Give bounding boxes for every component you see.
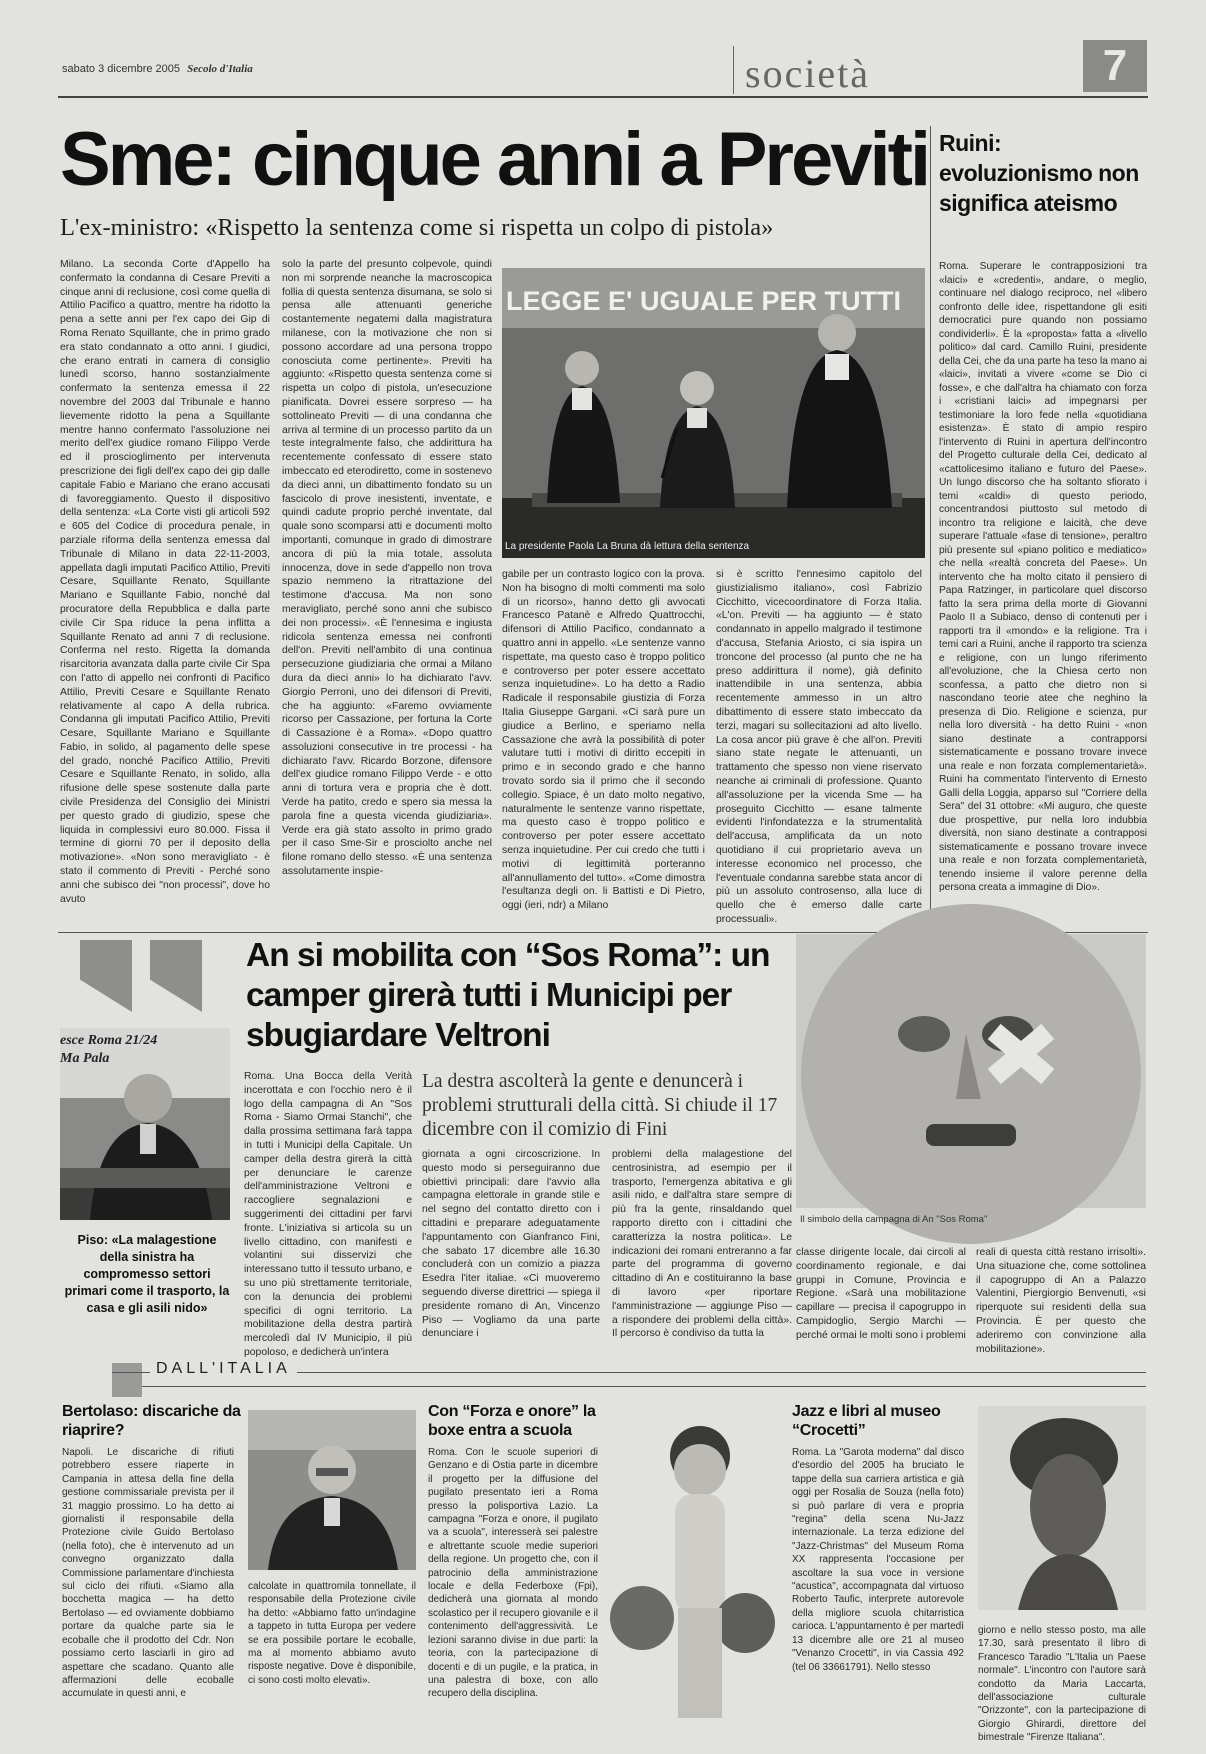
boxe-body: Roma. Con le scuole superiori di Genzano e di Ostia parte in dicembre il progetto per la diffusione del pugilato presentato ieri a Roma presso la polisportiva Lazio. La campagna "Forza e onore, il pugilato va a scuola", interesserà sei palestre e altrettante scuole medie superiori della regione. Un progetto che, con il patrocinio della amministrazione locale e della Federboxe (Fpi), dedicherà una giornata al mondo scolastico per il recupero giovanile e il contenimento dell'aggressività. Le lezioni saranno divise in due parti: la teoria, con la partecipazione di docenti e di un pugile, e la pratica, in una palestra di boxe, con allo recupero della disciplina.: [428, 1447, 598, 1700]
courtroom-photo-caption: La presidente Paola La Bruna dà lettura della sentenza: [505, 541, 750, 552]
roma-article-col3: problemi della malagestione del centrosinistra, ad esempio per il trasporto, l'emergenza abitativa e gli asili nido, e dall'altra stare sempre di più fra la gente, rinsaldando quel rapporto diretto con i cittadini che caratterizza la nostra politica». Le indicazioni dei romani entreranno a far parte del programma di governo cittadino di An e costituiranno la base di lavoro «per riportare l'amministrazione — aggiunge Piso — a rispondere dei problemi della città». Il percorso è condiviso da tutta la: [612, 1149, 792, 1340]
dall-italia-label: DALL'ITALIA: [150, 1360, 297, 1378]
roma-deck: La destra ascolterà la gente e denuncerà i problemi strutturali della città. Si chiude il 17 dicembre con il comizio di Fini: [422, 1071, 778, 1140]
main-headline: Sme: cinque anni a Previti: [60, 117, 929, 202]
decorative-shape-2: [150, 940, 202, 1012]
bertolaso-col1: Napoli. Le discariche di rifiuti potrebbero essere riaperte in Campania in attesa della fine della gestione commissariale prevista per il 31 maggio prossimo. Lo ha detto ai giornalisti il responsabile della Protezione civile Guido Bertolaso (nella foto), che è intervenuto ad un convegno organizzato dalla Commissione parlamentare d'inchiesta sul ciclo dei rifiuti. «Siamo alla bocchetta magica — ha detto Bertolaso — ed ovviamente dobbiamo portare da qualche parte sia le ecoballe che il prodotto del Cdr. Non possiamo certo lasciarli in giro ad aspettare che scadano. Quanto alle affermazioni delle ecoballe accumulate in questi anni, e: [62, 1447, 234, 1700]
dall-italia-bottom-rule: [142, 1386, 1146, 1387]
bertolaso-col2: calcolate in quattromila tonnellate, il responsabile della Protezione civile ha detto: «Abbiamo fatto un'indagine a tappeto in tutta Europa per vedere se era possibile portare le ecoballe, ma al momento abbiamo avuto risposte negative. Dove è disponibile, ci sono costi molto elevati».: [248, 1581, 416, 1686]
boxer-boy-photo: [600, 1418, 776, 1734]
jazz-col2: giorno e nello stesso posto, ma alle 17.30, sarà presentato il libro di Francesco Taradio "L'Italia un Paese normale". L'incontro con l'autore sarà condotto da Maria Laccarta, dell'associazione culturale "Orizzonte", con la partecipazione di Giorgio Ghirardi, direttore del bimestrale "Firenze Italiana".: [978, 1625, 1146, 1744]
page-number: 7: [1083, 40, 1147, 92]
bertolaso-headline: Bertolaso: discariche da riaprire?: [62, 1403, 241, 1439]
jazz-headline: Jazz e libri al museo “Crocetti”: [792, 1403, 941, 1439]
roma-article-col5: reali di questa città restano irrisolti». Una situazione che, come sottolinea il capogruppo di An a Palazzo Valentini, Piergiorgio Benvenuti, «si riperquote sui residenti della sua Provincia. È per questo che aderiremo con convinzione alla mobilitazione».: [976, 1247, 1146, 1355]
main-subheadline: L'ex-ministro: «Rispetto la sentenza come si rispetta un colpo di pistola»: [60, 214, 774, 241]
main-article-col3: gabile per un contrasto logico con la prova. Non ha bisogno di molti commenti ma solo di un ricorso», hanno detto gli avvocati Francesco Patanè e Alfredo Quattrocchi, difensori di Attilio Pacifico, condannato a quattro anni in appello. «Le sentenze vanno rispettate, ma questo caso è troppo politico e controverso per poter essere accettato senza inquietudine». Lo ha detto a Radio Radicale il responsabile giustizia di Forza Italia Giuseppe Gargani. «Ci sarà pure un giudice a Berlino, e speriamo nella Cassazione che avrà la possibilità di poter valutare tutti i motivi di diritto eccepiti in primo e in secondo grado e che hanno trovato sordo sia il primo che il secondo collegio. Spiace, è un dato molto negativo, naturalmente le sentenze vanno rispettate, ma questo caso è troppo politico e controverso per poter essere accettato senza inquietudine. Per cui credo che tutti i motivi di legittimità porteranno all'annullamento del tutto». «Come dimostra l'esultanza degli on. li Battisti e Di Pietro, oggi (ieri, ndr) a Milano: [502, 569, 705, 912]
italy-map-icon: [112, 1363, 142, 1397]
main-article-col2: solo la parte del presunto colpevole, quindi non mi sorprende neanche la macroscopica follia di questa sentenza disumana, se solo si pensa alle attenuanti generiche costantemente negatemi dalla magistratura milanese, con la motivazione che non si possono accordare ad una persona troppo conosciuta come pertinente». Previti ha aggiunto: «Rispetto questa sentenza come si rispetta un colpo di pistola, un'esecuzione pianificata. Dovrei essere sorpreso — ha sottolineato Previti — di una condanna che arriva al termine di un processo partito da un teste integralmente falso, che addirittura ha recentemente confessato di essere stato imbeccato ed eterodiretto, come in sostenevo da dieci anni, un dibattimento fondato su un fascicolo di prove inesistenti, inventate, e quindi cadute proprio perché inventate, dal quale sono scomparsi atti e documenti molto importanti, comunque in grado di dimostrare ancora di più la mia totale, assoluta innocenza, dove in sede d'appello non trova spazio nemmeno la ritrattazione del testimone d'accusa. Ma non sono meravigliato, perché sono anni che subisco dei non processi». «È l'ennesima e ingiusta ridicola sentenza emessa nei confronti dell'on. Previti nell'ambito di una continua persecuzione giudiziaria che ormai a Milano dura da dieci anni» lo ha dichiarato l'avv. Giorgio Perroni, uno dei difensori di Previti, che ha aggiunto: «Faremo ovviamente ricorso per Cassazione, per fortuna la Corte di Cassazione è a Roma». «Dopo quattro assoluzioni consecutive in tre processi - ha dichiarato l'avv. Ricardo Borzone, difensore dell'ex giudice romano Filippo Verde - e otto anni di tortura vera e propria che è dott. Verde ha patito, credo e spero sia messa la parola fine a questa vicenda giudiziaria». Verde era già stato assolto in primo grado per il caso Sme-Sir e prosciolto anche nel filone romano dello stesso. «È una sentenza assolutamente inspie-: [282, 259, 492, 878]
courtroom-banner-text: LEGGE E' UGUALE PER TUTTI: [506, 286, 901, 316]
piso-photo-sign: esce Roma 21/24 Ma Pala: [60, 1033, 158, 1066]
jazz-col1: Roma. La "Garota moderna" dal disco d'esordio del 2005 ha bruciato le tappe della sua carriera artistica e già oggi per Rosalia de Souza (nella foto) si può parlare di vera e propria "regina" della scena Nu-Jazz internazionale. La terza edizione del "Jazz-Christmas" del Museum Roma XX rappresenta l'occasione per ascoltare la sua voce in versione "acustica", accompagnata dal virtuoso Roberto Taufic, interprete autorevole della migliore scuola chitarristica carioca. L'appuntamento è per martedì 13 dicembre alle ore 21 al museo "Venanzo Crocetti", in via Cassia 492 (tel 06 33661791). Nello stesso: [792, 1447, 964, 1673]
roma-article-col4: classe dirigente locale, dai circoli al coordinamento regionale, e dai gruppi in Comune, Provincia e Regione. «Sarà una mobilitazione capillare — precisa il capogruppo in Campidoglio, Sergio Marchi — perché ormai le molti sono i problemi: [796, 1247, 966, 1341]
column-divider-vertical: [930, 126, 931, 926]
courtroom-photo-image: [502, 268, 925, 558]
main-article-col4: si è scritto l'ennesimo capitolo del giustizialismo italiano», così Fabrizio Cicchitto, vicecoordinatore di Forza Italia. «L'on. Previti — ha aggiunto — è stato condannato in appello malgrado il testimone d'accusa, Stefania Ariosto, ci sia ispira un troncone del processo (al punto che ne ha preso addirittura il nome), già definito inattendibile in una sentenza, abbia recentemente ammesso in un altro dibattimento di essere stato imbeccato da terzi, magari su sollecitazioni ad alto livello. La cosa ancor più grave è che all'on. Previti siano state negate le attenuanti, un trattamento che spesso non viene riservato neanche ai criminali di professione. Quanto all'assoluzione per la vicenda Sme — ha proseguito Cicchitto — esane talmente evidenti l'infondatezza e la strumentalità dell'accusa, amplificata da un noto quotidiano il cui proprietario aveva un interesse economico nel processo, che l'eventuale condanna sarebbe stata ancor di più un assoluto controsenso, alla luce di quello che è emerso dalle carte processuali».: [716, 569, 922, 925]
main-article-col1: Milano. La seconda Corte d'Appello ha confermato la condanna di Cesare Previti a cinque anni di reclusione, così come quella di Attilio Pacifico a quattro, mentre ha ridotto la pena a sette anni per l'ex capo dei Gip di Roma Renato Squillante, che in primo grado era stato condannato a otto anni. I giudici, che erano entrati in camera di consiglio lunedì scorso, hanno sostanzialmente confermato la sentenza emessa il 22 novembre del 2003 dal Tribunale e hanno lievemente ridotto la pena a Squillante mentre hanno confermato l'assoluzione nei merito dell'ex giudice romano Filippo Verde ed il proscioglimento per intervenuta prescrizione dei figli dell'ex capo dei gip dalle capitale Fabio e Mariano che erano accusati di favoreggiamento. Questo il dispositivo della sentenza: «La Corte visti gli articoli 592 e 605 del Codice di procedura penale, in parziale riforma della sentenza emessa dal Tribunale di Milano in data 22-11-2003, appellata dagli imputati Pacifico Attilio, Previti Cesare, Squillante Renato, Squillante Mariano e Squillante Fabio, nonché dal procuratore della Repubblica e dalla parte civile Cir Spa riduce la pena inflitta a Squillante Renato ad anni 7 di reclusione. Conferma nel resto. Rigetta la domanda risarcitoria avanzata dalla parte civile Cir Spa con l'atto di appello nei confronti di Pacifico Attilio, Previti Cesare e Squillante Renato relativamente al capo A della rubrica. Condanna gli imputati Pacifico Attilio, Previti Cesare, Squillante Mariano e Squillante Fabio, in solido, al pagamento delle spese del grado, nonché Pacifico Attilio, Previti Cesare e Squillante Renato, in solido, alla rifusione delle spese sostenute dalla parte civile Presidenza del Consiglio dei Ministri per questo grado di giudizio, spese che liquida in complessivi euro 80.000. Fissa il termine di giorni 70 per il deposito della motivazione». «Non sono meravigliato - è stato il commento di Previti - Perché sono anni che subisco dei "non processi", dove ho avuto: [60, 259, 270, 905]
section-title: società: [745, 51, 871, 96]
courtroom-photo: [502, 268, 925, 558]
boxer-boy-image: [600, 1418, 776, 1734]
sos-roma-photo-caption: Il simbolo della campagna di An "Sos Roma": [800, 1214, 988, 1225]
decorative-shape-1: [80, 940, 132, 1012]
roma-headline: An si mobilita con “Sos Roma”: un camper girerà tutti i Municipi per sbugiardare Veltroni: [246, 937, 770, 1054]
roma-article-col1: Roma. Una Bocca della Verità incerottata e con l'occhio nero è il logo della campagna di An "Sos Roma - Siamo Ormai Stanchi", che dalla prossima settimana farà tappa in tutti i Municipi della Capitale. Un camper della destra girerà la città per denunciare le carenze dell'amministrazione Veltroni e raccogliere segnalazioni e suggerimenti dei cittadini per farvi fronte. L'iniziativa si articola su un livello cittadino, con manifesti e volantini sui disservizi che interessano tutto il tessuto urbano, e su uno più strettamente territoriale, con la denuncia dei problemi specifici di ogni territorio. La mobilitazione della destra partirà mercoledì dal IV Municipio, il più popoloso, e dedicherà un'intera: [244, 1071, 412, 1358]
rosalia-photo: [978, 1406, 1146, 1610]
bocca-della-verita-image: [796, 934, 1146, 1208]
sos-roma-photo: [796, 934, 1146, 1208]
side-headline: Ruini: evoluzionismo non significa ateismo: [939, 130, 1139, 216]
masthead-date: [62, 63, 253, 75]
issue-date: sabato 3 dicembre 2005: [62, 63, 181, 75]
rosalia-photo-image: [978, 1406, 1146, 1610]
bertolaso-photo: [248, 1410, 416, 1570]
side-article-body: Roma. Superare le contrapposizioni tra «laici» e «credenti», andare, o meglio, continuare nel dialogo reciproco, nel «libero confronto delle idee, rispettandone gli esiti democratici pure quando non possiamo condividerli». È la «proposta» fatta a «livello politico» dal card. Camillo Ruini, presidente della Cei, che da una parte ha teso la mano ai «laici», invitati a vivere «come se Dio ci fosse», e che dall'altra ha chiamato con forza i «cristiani laici» ad impegnarsi per testimoniare la loro fede nella «quotidiana esistenza». È stato di ampio respiro l'intervento di Ruini in apertura dell'incontro del Progetto culturale della Cei, dedicato al «cattolicesimo italiano e futuro del Paese». Un lungo discorso che ha soltanto sfiorato i temi «caldi» di questo periodo, concentrandosi piuttosto sul metodo di incontro tra religione e laicità, che deve superare l'attuale «fase di tensione», peraltro più presente sul «piano politico e mediatico» che nella «realtà concreta del Paese». Un intervento che ha molto citato il pensiero di Papa Ratzinger, in particolare quel discorso fatto la sera prima della morte di Giovanni Paolo II a Subiaco, denso di contenuti per i rapporti tra il «mondo» e la religione. Tra i temi cari a Ruini, anche il rapporto tra scienza e religione, con un lungo riferimento all'evoluzione, che la Chiesa certo non sconfessa, a patto che dietro non si nascondano teorie atee che neghino la presenza di Dio. Religione e scienza, pur nella loro diversità - ha detto Ruini - «non siano destinate a contrapporsi sistematicamente e possano trovare invece una reale e non forzata complementarietà». Ruini ha commentato l'intervento di Ernesto Galli della Loggia, apparso sul "Corriere della Sera" del 31 ottobre: «Mi auguro, che queste due prospettive, pur nella loro indubbia diversità, non siano destinate a contrapposi sistematicamente e possano trovare invece una reale e non forzata complementarietà, tenendo insieme il valore perenne della persona creata a immagine di Dio».: [939, 261, 1147, 893]
roma-article-col2: giornata a ogni circoscrizione. In questo modo si perseguiranno due obiettivi principali: dare l'avvio alla campagna elettorale in grande stile e nel segno del contatto diretto con i cittadini e preparare adeguatamente l'appuntamento con Gianfranco Fini, che sabato 17 dicembre alle 16.30 concluderà con un comizio a piazza Esedra l'iter italiae. «Ci muoveremo seguendo diverse direttrici — spiega il presidente romano di An, Vincenzo Piso — Vogliamo da una parte denunciare i: [422, 1149, 600, 1340]
newspaper-name: Secolo d'Italia: [187, 63, 253, 75]
piso-caption: Piso: «La malagestione della sinistra ha compromesso settori primari come il trasporto, la casa e gli asili nido»: [64, 1233, 230, 1315]
bertolaso-photo-image: [248, 1410, 416, 1570]
masthead-rule: [58, 96, 1148, 98]
piso-photo: [60, 1028, 230, 1220]
masthead-divider: [733, 46, 734, 94]
boxe-headline: Con “Forza e onore” la boxe entra a scuola: [428, 1403, 596, 1439]
